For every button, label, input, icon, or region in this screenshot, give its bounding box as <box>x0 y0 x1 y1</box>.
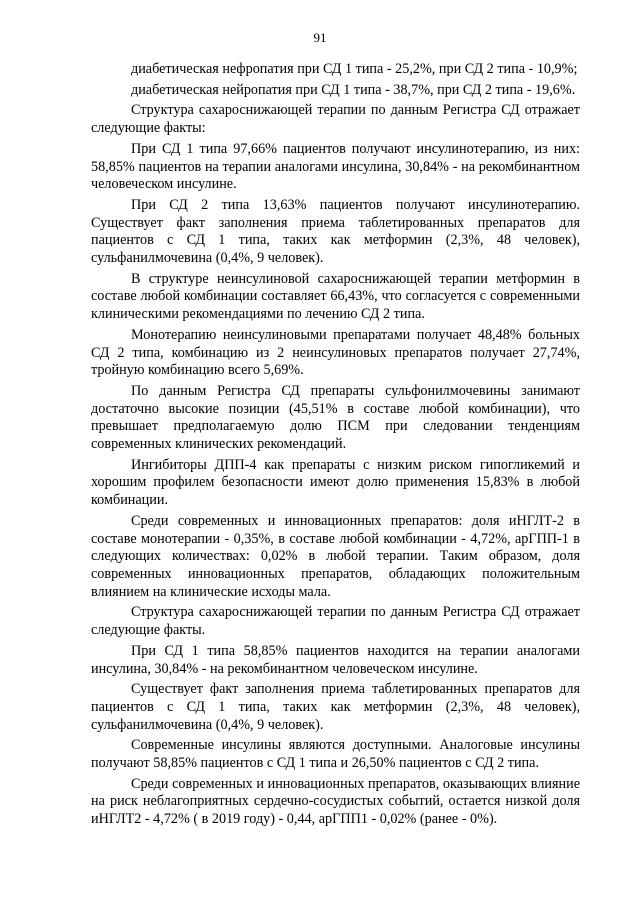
paragraph-type2-insulin: При СД 2 типа 13,63% пациентов получают инсулинотерапию. Существует факт заполнения приема таблетированных препаратов для пациентов с СД 1 типа, таких как метформин (2,3%, 48 человек), сульфанилмочевина (0,4%, 9 человек). <box>91 196 580 267</box>
paragraph-monotherapy: Монотерапию неинсулиновыми препаратами получает 48,48% больных СД 2 типа, комбинацию из 2 неинсулиновых препаратов получает 27,74%, тройную комбинацию всего 5,69%. <box>91 326 580 379</box>
paragraph-cardiovascular: Среди современных и инновационных препаратов, оказывающих влияние на риск неблагоприятных сердечно-сосудистых событий, остается низкой доля иНГЛТ2 - 4,72% ( в 2019 году) - 0,44, арГПП1 - 0,02% (ранее - 0%). <box>91 775 580 828</box>
paragraph-dpp4: Ингибиторы ДПП-4 как препараты с низким риском гипогликемий и хорошим профилем безопасности имеют долю применения 15,83% в любой комбинации. <box>91 456 580 509</box>
paragraph-metformin: В структуре неинсулиновой сахароснижающей терапии метформин в составе любой комбинации составляет 66,43%, что согласуется с современными клиническими рекомендациями по лечению СД 2 типа. <box>91 270 580 323</box>
page-number: 91 <box>313 30 327 45</box>
paragraph-modern-insulins: Современные инсулины являются доступными. Аналоговые инсулины получают 58,85% пациентов с СД 1 типа и 26,50% пациентов с СД 2 типа. <box>91 737 580 772</box>
paragraph-therapy-structure-facts: Структура сахароснижающей терапии по данным Регистра СД отражает следующие факты. <box>91 604 580 639</box>
paragraph-type1-insulin: При СД 1 типа 97,66% пациентов получают инсулинотерапию, из них: 58,85% пациентов на терапии аналогами инсулина, 30,84% - на рекомбинантном человеческом инсулине. <box>91 140 580 193</box>
paragraph-type1-analogs: При СД 1 типа 58,85% пациентов находится на терапии аналогами инсулина, 30,84% - на рекомбинантном человеческом инсулине. <box>91 642 580 677</box>
paragraph-sulfonylurea: По данным Регистра СД препараты сульфонилмочевины занимают достаточно высокие позиции (45,51% в составе любой комбинации), что превышает предполагаемую долю ПСМ при следовании тенденциям современных клинических рекомендаций. <box>91 382 580 453</box>
paragraph-nephropathy: диабетическая нефропатия при СД 1 типа - 25,2%, при СД 2 типа - 10,9%; <box>131 61 578 77</box>
paragraph-neuropathy: диабетическая нейропатия при СД 1 типа - 38,7%, при СД 2 типа - 19,6%. <box>131 81 576 98</box>
body-text <box>91 61 580 832</box>
paragraph-tablet-drugs: Существует факт заполнения приема таблетированных препаратов для пациентов с СД 1 типа, таких как метформин (2,3%, 48 человек), сульфанилмочевина (0,4%, 9 человек). <box>91 681 580 733</box>
paragraph-therapy-structure-intro: Структура сахароснижающей терапии по данным Регистра СД отражает следующие факты: <box>91 102 580 137</box>
paragraph-innovative-drugs: Среди современных и инновационных препаратов: доля иНГЛТ-2 в составе монотерапии - 0,35%, в составе любой комбинации - 4,72%, арГПП-1 в следующих количествах: 0,02% в любой терапии. Таким образом, доля современных инновационных препаратов, обладающих положительным влиянием на клинические исходы мала. <box>91 512 580 600</box>
